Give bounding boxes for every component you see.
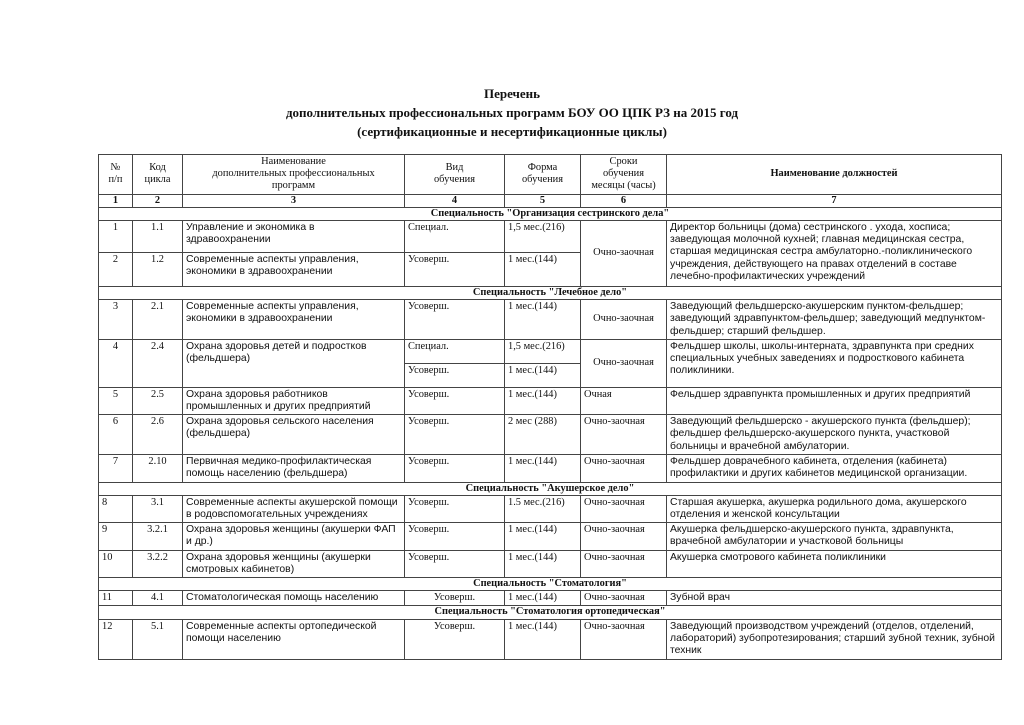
row-program: Современные аспекты управления, экономики в здравоохранении: [183, 253, 405, 287]
col-number: 4: [405, 194, 505, 207]
row-terms: Очно-заочная: [581, 339, 667, 387]
row-form: 1 мес.(144): [505, 550, 581, 577]
row-code: 2.6: [133, 415, 183, 455]
row-code: 3.2.1: [133, 523, 183, 550]
header-code: Код цикла: [133, 155, 183, 195]
row-terms: Очная: [581, 387, 667, 414]
row-program: Охрана здоровья сельского населения (фельдшера): [183, 415, 405, 455]
row-program: Охрана здоровья детей и подростков (фельдшера): [183, 339, 405, 387]
header-program: Наименование дополнительных профессиональных программ: [183, 155, 405, 195]
row-type: Усоверш.: [405, 363, 505, 387]
row-terms: Очно-заочная: [581, 495, 667, 522]
row-program: Охрана здоровья женщины (акушерки смотровых кабинетов): [183, 550, 405, 577]
header-form: Форма обучения: [505, 155, 581, 195]
row-type: Специал.: [405, 339, 505, 363]
row-form: 1 мес.(144): [505, 591, 581, 606]
specialty-row: [99, 606, 1002, 619]
col-number: 1: [99, 194, 133, 207]
specialty-row: [99, 287, 1002, 300]
row-code: 3.2.2: [133, 550, 183, 577]
row-type: Усоверш.: [405, 495, 505, 522]
table-row: [99, 495, 1002, 522]
row-positions: Заведующий фельдшерско-акушерским пунктом-фельдшер; заведующий здравпунктом-фельдшер; заведующий медпунктом-фельдшер; старший фельдшер.: [667, 300, 1002, 340]
row-code: 2.10: [133, 455, 183, 482]
specialty-label: Специальность "Организация сестринского дела": [99, 207, 1002, 220]
row-num: 2: [99, 253, 133, 287]
row-terms: Очно-заочная: [581, 415, 667, 455]
specialty-label: Специальность "Лечебное дело": [99, 287, 1002, 300]
header-row: [99, 155, 1002, 195]
table-row: [99, 455, 1002, 482]
row-type: Специал.: [405, 221, 505, 253]
row-type: Усоверш.: [405, 550, 505, 577]
row-code: 2.5: [133, 387, 183, 414]
row-type: Усоверш.: [405, 300, 505, 340]
specialty-label: Специальность "Стоматология ортопедическая": [99, 606, 1002, 619]
row-positions: Заведующий фельдшерско - акушерского пункта (фельдшер); фельдшер фельдшерско-акушерского пункта, участковой больницы и врачебной амбулатории.: [667, 415, 1002, 455]
row-positions: Акушерка смотрового кабинета поликлиники: [667, 550, 1002, 577]
row-code: 4.1: [133, 591, 183, 606]
row-num: 9: [99, 523, 133, 550]
row-num: 1: [99, 221, 133, 253]
row-num: 12: [99, 619, 133, 659]
row-type: Усоверш.: [405, 415, 505, 455]
row-form: 1,5 мес.(216): [505, 221, 581, 253]
row-positions: Фельдшер школы, школы-интерната, здравпункта при средних специальных учебных заведениях и подросткового кабинета поликлиники.: [667, 339, 1002, 387]
programs-table: [98, 154, 1002, 660]
row-form: 1 мес.(144): [505, 300, 581, 340]
row-code: 2.1: [133, 300, 183, 340]
row-program: Охрана здоровья женщины (акушерки ФАП и др.): [183, 523, 405, 550]
title-line-2: дополнительных профессиональных программ БОУ ОО ЦПК РЗ на 2015 год: [285, 105, 739, 120]
row-type: Усоверш.: [405, 619, 505, 659]
row-type: Усоверш.: [405, 253, 505, 287]
row-num: 11: [99, 591, 133, 606]
row-program: Управление и экономика в здравоохранении: [183, 221, 405, 253]
document-title-block: [0, 84, 1024, 141]
specialty-row: [99, 578, 1002, 591]
row-form: 2 мес (288): [505, 415, 581, 455]
row-terms: Очно-заочная: [581, 221, 667, 287]
row-positions: Заведующий производством учреждений (отделов, отделений, лабораторий) зубопротезирования; старший зубной техник, зубной техник: [667, 619, 1002, 659]
table-row: [99, 619, 1002, 659]
col-number: 6: [581, 194, 667, 207]
row-terms: Очно-заочная: [581, 619, 667, 659]
title-line-3: (сертификационные и несертификационные циклы): [357, 124, 667, 139]
row-code: 1.1: [133, 221, 183, 253]
row-type: Усоверш.: [405, 455, 505, 482]
header-terms: Сроки обучения месяцы (часы): [581, 155, 667, 195]
col-number: 2: [133, 194, 183, 207]
row-terms: Очно-заочная: [581, 523, 667, 550]
table-row: [99, 387, 1002, 414]
table-row: [99, 415, 1002, 455]
row-num: 7: [99, 455, 133, 482]
row-program: Современные аспекты акушерской помощи в родовспомогательных учреждениях: [183, 495, 405, 522]
table-row: [99, 300, 1002, 340]
row-form: 1 мес.(144): [505, 387, 581, 414]
table-row: [99, 221, 1002, 253]
row-form: 1,5 мес.(216): [505, 339, 581, 363]
row-form: 1 мес.(144): [505, 253, 581, 287]
row-program: Современные аспекты управления, экономики в здравоохранении: [183, 300, 405, 340]
row-form: 1.5 мес.(216): [505, 495, 581, 522]
row-num: 6: [99, 415, 133, 455]
row-form: 1 мес.(144): [505, 363, 581, 387]
col-number: 5: [505, 194, 581, 207]
row-terms: Очно-заочная: [581, 455, 667, 482]
row-program: Охрана здоровья работников промышленных и других предприятий: [183, 387, 405, 414]
row-form: 1 мес.(144): [505, 523, 581, 550]
row-terms: Очно-заочная: [581, 591, 667, 606]
row-num: 5: [99, 387, 133, 414]
row-program: Современные аспекты ортопедической помощи населению: [183, 619, 405, 659]
row-num: 4: [99, 339, 133, 387]
row-type: Усоверш.: [405, 387, 505, 414]
row-positions: Зубной врач: [667, 591, 1002, 606]
row-form: 1 мес.(144): [505, 455, 581, 482]
row-code: 2.4: [133, 339, 183, 387]
table-row: [99, 591, 1002, 606]
specialty-label: Специальность "Стоматология": [99, 578, 1002, 591]
row-positions: Старшая акушерка, акушерка родильного дома, акушерского отделения и женской консультации: [667, 495, 1002, 522]
row-code: 1.2: [133, 253, 183, 287]
specialty-row: [99, 482, 1002, 495]
row-positions: Акушерка фельдшерско-акушерского пункта, здравпункта, врачебной амбулатории и участковой больницы: [667, 523, 1002, 550]
header-num: № п/п: [99, 155, 133, 195]
col-number: 3: [183, 194, 405, 207]
row-positions: Директор больницы (дома) сестринского . ухода, хосписа; заведующая молочной кухней; главная медицинская сестра, старшая медицинская сестра амбулаторно.-поликлинического учреждения, действующего на правах отделений в составе лечебно-профилактических учреждений: [667, 221, 1002, 287]
row-num: 8: [99, 495, 133, 522]
row-type: Усоверш.: [405, 591, 505, 606]
row-terms: Очно-заочная: [581, 550, 667, 577]
column-number-row: [99, 194, 1002, 207]
table-row: [99, 339, 1002, 363]
row-program: Стоматологическая помощь населению: [183, 591, 405, 606]
header-type: Вид обучения: [405, 155, 505, 195]
table-row: [99, 523, 1002, 550]
title-line-1: Перечень: [483, 86, 541, 101]
row-code: 3.1: [133, 495, 183, 522]
row-type: Усоверш.: [405, 523, 505, 550]
row-form: 1 мес.(144): [505, 619, 581, 659]
row-code: 5.1: [133, 619, 183, 659]
specialty-label: Специальность "Акушерское дело": [99, 482, 1002, 495]
col-number: 7: [667, 194, 1002, 207]
row-program: Первичная медико-профилактическая помощь населению (фельдшера): [183, 455, 405, 482]
specialty-row: [99, 207, 1002, 220]
row-positions: Фельдшер здравпункта промышленных и других предприятий: [667, 387, 1002, 414]
row-terms: Очно-заочная: [581, 300, 667, 340]
row-positions: Фельдшер доврачебного кабинета, отделения (кабинета) профилактики и других кабинетов медицинской организации.: [667, 455, 1002, 482]
row-num: 10: [99, 550, 133, 577]
header-positions: Наименование должностей: [667, 155, 1002, 195]
table-row: [99, 550, 1002, 577]
row-num: 3: [99, 300, 133, 340]
